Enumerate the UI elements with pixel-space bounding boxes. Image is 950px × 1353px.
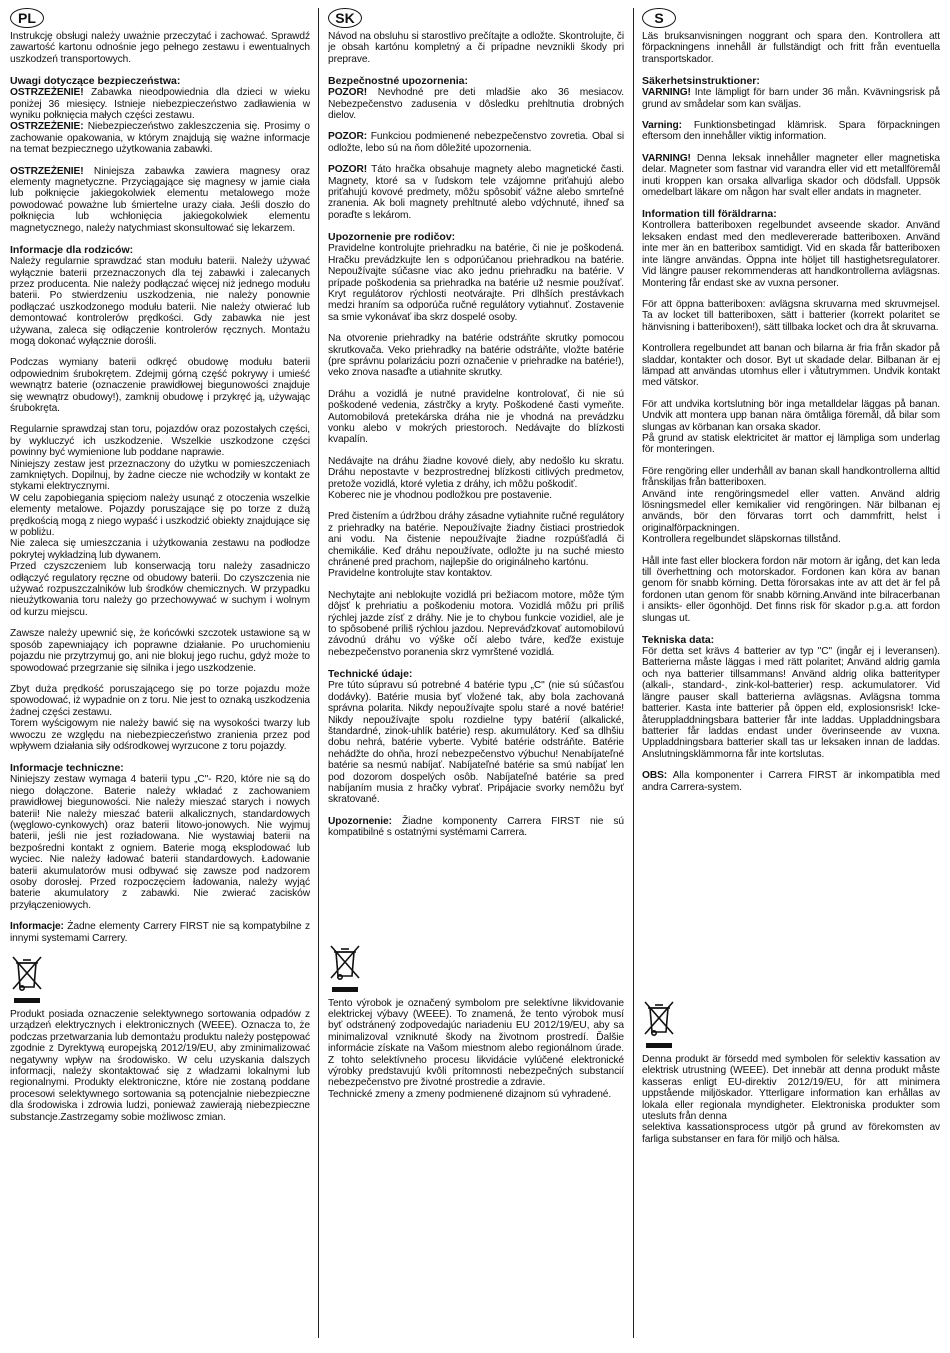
paragraph: Pred čistením a údržbou dráhy zásadne vytiahnite ručné regulátory z priehradky na batérie. Nepoužívajte žiadny čistiaci prostriedok ani vodu. Na čistenie nepoužívajte žiadne rozpúšťadlá či chemikálie. Keď dráhu nepoužívate, odložte ju na suché miesto chránené pred prachom, najlepšie do originálneho kartónu. Pravidelne kontrolujte stav kontaktov. bbox=[328, 511, 624, 580]
technical-paragraph: För detta set krävs 4 batterier av typ "C" (ingår ej i leveransen). Batterierna måste läggas i med rätt polaritet; Använd aldrig gamla och nya batterier tillsammans! Använd aldrig olika batterityper (alkali-, standard-, zink-kol-batterier) resp. ackumulatorer. Vid längre pauser skall batterierna avlägsnas. Avlägsna tomma batterier. Kasta inte batterier på öppen eld, explosionsrisk! Icke-återuppladdningsbara batterier får inte laddas. Uppladdningsbara batterier får laddas endast under överinseende av vuxna. Uppladdningsbara batterier skall tas ur leksaken innan de laddas. Anslutningsklämmorna får inte kortslutas. bbox=[642, 646, 940, 760]
warning-pinch: POZOR: Funkciou podmienené nebezpečenstvo zovretia. Obal si odložte, lebo sú na ňom dôležité upozornenia. bbox=[328, 131, 624, 154]
warning-magnets: OSTRZEŻENIE! Niniejsza zabawka zawiera magnesy oraz elementy magnetyczne. Przyciągające się magnesy w jamie ciała lub połknięcie jakiegokolwiek elementu metalowego może powodować poważne lub śmiertelne urazy ciała. Jeśli doszło do połknięcia lub wchłonięcia jakiegokolwiek elementu magnetycznego, należy natychmiast skonsultować się lekarzem. bbox=[10, 165, 310, 234]
paragraph: För att öppna batteriboxen: avlägsna skruvarna med skruvmejsel. Ta av locket till batteriboxen, sätt i batterier (korrekt polaritet se hänvisning i batteriboxen!), sätt tillbaka locket och dra åt skruvarna. bbox=[642, 298, 940, 333]
safety-heading: Bezpečnostné upozornenia: bbox=[328, 75, 469, 88]
note-label: OBS: bbox=[642, 770, 668, 782]
intro-text: Návod na obsluhu si starostlivo prečítajte a odložte. Skontrolujte, či je obsah kartónu kompletný a či prípadne nevznikli škody pri preprave. bbox=[328, 31, 624, 65]
compatibility-note: OBS: Alla komponenter i Carrera FIRST är inkompatibla med andra Carrera-system. bbox=[642, 770, 940, 793]
weee-bin-icon bbox=[328, 943, 368, 983]
technical-paragraph: Niniejszy zestaw wymaga 4 baterii typu „C"- R20, które nie są do niego dołączone. Baterie należy wkładać z zachowaniem prawidłowej biegunowości. Nie należy mieszać starych i nowych baterii! Nie należy mieszać baterii alkalicznych, standardowych (węglowo-cynkowych) oraz baterii litowo-jonowych. Nie wyjmuj baterii, jeśli nie jest rozładowana. Nie wystawiaj baterii na bezpośredni kontakt z ogniem. Baterie mogą eksplodować lub wyciec. Nie należy ładować baterii standardowych. Ładowanie baterii akumulatorów musi odbywać się zawsze pod nadzorem osoby dorosłej. Przed rozpoczęciem ładowania, należy wyjąć baterie akumulatory z zabawki. Nie zwierać zacisków przyłączeniowych. bbox=[10, 774, 310, 911]
warning-label: POZOR! bbox=[328, 87, 368, 99]
warning-label: VARNING! bbox=[642, 152, 691, 164]
paragraph: Före rengöring eller underhåll av banan skall handkontrollerna alltid frånskiljas från batteriboxen. Använd inte rengöringsmedel eller vatten. Använd aldrig lösningsmedel eller kemikalier vid rengöringen. När bilbanan ej används, bör den förvaras torrt och dammfritt, helst i originalförpackningen. Kontrollera regelbundet släpskornas tillstånd. bbox=[642, 465, 940, 546]
parents-heading: Information till föräldrarna: bbox=[642, 208, 777, 221]
column-sk bbox=[328, 8, 624, 1348]
safety-heading: Uwagi dotyczące bezpieczeństwa: bbox=[10, 75, 181, 88]
warning-pinch: OSTRZEŻENIE: Niebezpieczeństwo zakleszczenia się. Prosimy o zachowanie opakowania, w którym znajdują się ważne informacje na temat bezpiecznego użytkowania zabawki. bbox=[10, 121, 310, 156]
paragraph: Nedávajte na dráhu žiadne kovové diely, aby nedošlo ku skratu. Dráhu nepostavte v bezprostrednej blízkosti citlivých predmetov, pretože vozidlá, ktoré vyletia z dráhy, ich môžu poškodiť. Koberec nie je vhodnou podložkou pre postavenie. bbox=[328, 455, 624, 501]
warning-choking: OSTRZEŻENIE! Zabawka nieodpowiednia dla dzieci w wieku poniżej 36 miesięcy. Istnieje niebezpieczeństwo zadławienia w wyniku połknięcia małych części zestawu. bbox=[10, 87, 310, 122]
warning-choking: VARNING! Inte lämpligt för barn under 36 mån. Kvävningsrisk på grund av smådelar som kan sväljas. bbox=[642, 87, 940, 110]
warning-choking: POZOR! Nevhodné pre deti mladšie ako 36 mesiacov. Nebezpečenstvo zadusenia v dôsledku prehltnutia drobných dielov. bbox=[328, 87, 624, 122]
column-s bbox=[642, 8, 940, 1348]
column-divider bbox=[633, 8, 634, 1338]
weee-bin-icon bbox=[642, 999, 682, 1039]
language-badge: PL bbox=[10, 8, 44, 28]
intro-text: Instrukcję obsługi należy uważnie przeczytać i zachować. Sprawdź zawartość kartonu odnośnie jego pełnego zestawu i ewentualnych uszkodzeń transportowych. bbox=[10, 31, 310, 65]
paragraph: Zawsze należy upewnić się, że końcówki szczotek ustawione są w sposób zapewniający ich poprawne działanie. Po uruchomieniu pojazdu nie przytrzymuj go, ani nie blokuj jego ruchu, gdyż może to spowodować przegrzanie się silnika i jego uszkodzenie. bbox=[10, 628, 310, 674]
warning-label: POZOR: bbox=[328, 131, 368, 143]
technical-heading: Technické údaje: bbox=[328, 668, 413, 681]
compatibility-note: Upozornenie: Žiadne komponenty Carrera FIRST nie sú kompatibilné s ostatnými systémami Carrera. bbox=[328, 815, 624, 839]
warning-label: OSTRZEŻENIE! bbox=[10, 87, 84, 99]
parents-heading: Informacje dla rodziców: bbox=[10, 244, 134, 257]
technical-heading: Informacje techniczne: bbox=[10, 762, 124, 775]
weee-paragraph: Denna produkt är försedd med symbolen för selektiv kassation av elektrisk utrustning (WEEE). Det innebär att denna produkt måste kasseras enligt EU-direktiv 2012/19/EU, för att minimera uppstående miljöskador. Ytterligare information kan erhållas av lokala eller regionala myndigheter. Elektroniska produkter som utesluts från denna selektiva kassationsprocess utgör på grund av förekomsten av farliga substanser en fara för miljö och hälsa. bbox=[642, 1053, 940, 1145]
technical-heading: Tekniska data: bbox=[642, 634, 715, 647]
warning-magnets: POZOR! Táto hračka obsahuje magnety alebo magnetické časti. Magnety, ktoré sa v ľudskom tele vzájomne priťahujú alebo priťahujú kovové predmety, môžu spôsobiť vážne alebo smrteľné zranenia. Ak boli magnety prehltnuté alebo vdýchnuté, ihneď sa poraďte s lekárom. bbox=[328, 164, 624, 221]
paragraph: Kontrollera regelbundet att banan och bilarna är fria från skador på sladdar, kontakter och dosor. Byt ut skadade delar. Bilbanan är ej lämpad att användas utomhus eller i våtutrymmen. Undvik kontakt med vätskor. bbox=[642, 343, 940, 389]
safety-heading: Säkerhetsinstruktioner: bbox=[642, 75, 760, 88]
warning-pinch: Varning: Funktionsbetingad klämrisk. Spara förpackningen eftersom den innehåller viktig information. bbox=[642, 120, 940, 143]
weee-bar bbox=[332, 987, 358, 992]
note-label: Informacje: bbox=[10, 921, 64, 933]
paragraph: Regularnie sprawdzaj stan toru, pojazdów oraz pozostałych części, by wykluczyć ich uszkodzenie. Wszelkie uszkodzone części powinny być wymienione lub poddane naprawie. Niniejszy zestaw jest przeznaczony do użytku w pomieszczeniach zamkniętych. Dopilnuj, by żadne ciecze nie wchodziły w kontakt ze stykami elektrycznymi. W celu zapobiegania spięciom należy usunąć z otoczenia wszelkie elementy metalowe. Pojazdy poruszające się po torze z dużą prędkością mogą z niego wypaść i uszkodzić obiekty znajdujące się w pobliżu. Nie zaleca się umieszczania i użytkowania zestawu na podłodze pokrytej wykładziną lub dywanem. Przed czyszczeniem lub konserwacją toru należy zasadniczo odłączyć regulatory ręczne od obudowy baterii. Do czyszczenia nie używać rozpuszczalników lub środków chemicznych. W przypadku nieużytkowania toru należy go przechowywać w suchym i wolnym od kurzu miejscu. bbox=[10, 424, 310, 618]
weee-paragraph: Tento výrobok je označený symbolom pre selektívne likvidovanie elektrickej výbavy (WEEE). To znamená, že tento výrobok musí byť odstránený zodpovedajúc nariadeniu EU 2012/19/EU, aby sa minimalizoval vzniknuté škody na životnom prostredí. Ďalšie informácie získate na Vašom miestnom alebo regionálnom úrade. Z tohto selektívneho procesu likvidácie vylúčené elektronické výrobky predstavujú kvôli prítomnosti nebezpečných substancií nebezpečenstvo pre životné prostredie a zdravie. Technické zmeny a zmeny podmienené dizajnom sú vyhradené. bbox=[328, 997, 624, 1100]
language-badge: S bbox=[642, 8, 676, 28]
paragraph: Håll inte fast eller blockera fordon när motorn är igång, det kan leda till överhettning och motorskador. Fordonen kan köra av banan genom för snabb körning. Detta förorsakas inte av att det är fel på fordonen utan genom för snabb körning.Använd inte bilracerbanan i ansikts- eller ögonhöjd. Det finns risk för skador p.g.a. att fordon slungas ut. bbox=[642, 555, 940, 624]
column-divider bbox=[318, 8, 319, 1338]
compatibility-note: Informacje: Żadne elementy Carrery FIRST nie są kompatybilne z innymi systemami Carrery. bbox=[10, 921, 310, 944]
weee-bar bbox=[646, 1043, 672, 1048]
language-badge: SK bbox=[328, 8, 362, 28]
warning-label: Varning: bbox=[642, 120, 682, 132]
note-label: Upozornenie: bbox=[328, 815, 392, 827]
weee-bin-icon bbox=[10, 954, 50, 994]
paragraph: Na otvorenie priehradky na batérie odstráňte skrutky pomocou skrutkovača. Veko priehradky na batérie odstráňte, vložte batérie (pre správnu polarizáciu pozri označenie v priehradke na batérie!), veko znova nasaďte a utiahnite skrutky. bbox=[328, 333, 624, 379]
paragraph: Nechytajte ani neblokujte vozidlá pri bežiacom motore, môže tým dôjsť k prehriatiu a poškodeniu motora. Vozidlá môžu pri príliš rýchlej jazde zísť z dráhy. Nie je to chybou funkcie vozidiel, ale je to spôsobené príliš rýchlou jazdou. Nepreváďzkovať automobilovú závodnú dráhu vo výške očí alebo tváre, keďže existuje nebezpečenstvo poranenia skrz vymrštené vozidlá. bbox=[328, 589, 624, 658]
parents-paragraph: Należy regularnie sprawdzać stan modułu baterii. Należy używać wyłącznie baterii przeznaczonych dla tej zabawki i zalecanych przez producenta. Nie należy podłączać więcej niż jednego modułu baterii. Po stwierdzeniu uszkodzenia, nie należy ponownie podłączać uszkodzonego modułu baterii. Nie należy otwierać lub demontować kontrolerów prędkości. Gdy zabawka nie jest używana, zaleca się odłączenie kontrolerów ręcznych. Montażu mogą dokonać wyłącznie dorośli. bbox=[10, 256, 310, 347]
paragraph: Podczas wymiany baterii odkręć obudowę modułu baterii odpowiednim śrubokrętem. Zdejmij górną część pokrywy i umieść wewnątrz baterie (oznaczenie prawidłowej biegunowości znajduje się wewnątrz obudowy!), zamknij obudowę i przykręć ją, używając śrubokręta. bbox=[10, 357, 310, 414]
warning-label: OSTRZEŻENIE! bbox=[10, 165, 84, 177]
paragraph: För att undvika kortslutning bör inga metalldelar läggas på banan. Undvik att montera upp banan nära ömtåliga föremål, då bilar som slungas av körbanan kan orsaka skador. På grund av statisk elektricitet är mattor ej lämpliga som underlag för monteringen. bbox=[642, 398, 940, 456]
parents-heading: Upozornenie pre rodičov: bbox=[328, 231, 456, 244]
paragraph: Zbyt duża prędkość poruszającego się po torze pojazdu może spowodować, iż wypadnie on z toru. Nie jest to oznaką uszkodzenia żadnej części zestawu. Torem wyścigowym nie należy bawić się na wysokości twarzy lub wwoczu ze względu na niebezpieczeństwo zranienia przez pod wpływem działania siły odśrodkowej wyrzucone z toru pojazdy. bbox=[10, 683, 310, 752]
weee-bar bbox=[14, 998, 40, 1003]
parents-paragraph: Kontrollera batteriboxen regelbundet avseende skador. Använd leksaken endast med den medlevererade batteriboxen. Använd inte mer än en batteribox samtidigt. Vid en skada får batteriboxen inte längre användas. Öppna inte höljet till hastighetsregulatorer. Vid längre pauser rekommenderas att handkontrollerna avlägsnas. Montering får endast ske av vuxna personer. bbox=[642, 220, 940, 289]
warning-magnets: VARNING! Denna leksak innehåller magneter eller magnetiska delar. Magneter som fastnar vid varandra eller vid ett metallföremål inuti kroppen kan orsaka allvarliga skador och dödsfall. Uppsök omedelbart läkare om någon har svalt eller andats in magneter. bbox=[642, 152, 940, 199]
weee-paragraph: Produkt posiada oznaczenie selektywnego sortowania odpadów z urządzeń elektrycznych i elektronicznych (WEEE). Oznacza to, że podczas przetwarzania lub demontażu produktu należy postępować zgodnie z Dyrektywą europejską 2012/19/EU, aby zminimalizować negatywny wpływ na środowisko. W celu uzyskania dalszych informacji, należy skontaktować się z władzami lokalnymi lub regionalnymi. Produkty elektroniczne, które nie zostaną poddane procesowi selektywnego sortowania są potencjalnie niebezpieczne dla środowiska i zdrowia ludzi, ponieważ zawierają niebezpieczne substancje.Zastrzegamy sobie możliwosc zmian. bbox=[10, 1009, 310, 1123]
column-pl bbox=[10, 8, 310, 1348]
technical-paragraph: Pre túto súpravu sú potrebné 4 batérie typu „C" (nie sú súčasťou dodávky). Batérie musia byť vložené tak, aby bola zachovaná správna polarita. Nikdy nepoužívajte spolu staré a nové batérie! Nikdy nepoužívajte spolu rozdielne typy batérií (alkalické, štandardné, zinok-uhlík batérie) resp. akumulátory. Keď sa dlhšiu dobu nehrá, batérie vyberte. Vybité batérie odstráňte. Batérie nehádžte do ohňa, hrozí nebezpečenstvo výbuchu! Nenabíjateľné batérie sa nesmú nabíjať. Nabíjateľné batérie sa smú nabíjať len pod dozorom dospelých osôb. Nabíjateľné batérie sa pred nabíjaním musia z hračky vybrať. Pripájacie svorky nemôžu byť skratované. bbox=[328, 680, 624, 806]
parents-paragraph: Pravidelne kontrolujte priehradku na batérie, či nie je poškodená. Hračku prevádzkujte len s odporúčanou priehradkou na batérie. Nepoužívajte súčasne viac ako jednu priehradku na batérie. V prípade poškodenia sa priehradka na batérie už nesmie používať. Kryt regulátorov rýchlosti neotvárajte. Pri dlhších prestávkach medzi hraním sa odporúča ručné regulátory vytiahnuť. Zostavenie sa smie vykonávať iba skrz dospelé osoby. bbox=[328, 243, 624, 323]
warning-label: POZOR! bbox=[328, 164, 368, 176]
warning-label: VARNING! bbox=[642, 87, 691, 99]
warning-label: OSTRZEŻENIE: bbox=[10, 121, 84, 133]
paragraph: Dráhu a vozidlá je nutné pravidelne kontrolovať, či nie sú poškodené vedenia, zástrčky a kryty. Poškodené časti vymeňte. Automobilová pretekárska dráha nie je vhodná na prevádzku vonku alebo v mokrých priestoroch. Nedávajte do blízkosti kvapalín. bbox=[328, 388, 624, 446]
intro-text: Läs bruksanvisningen noggrant och spara den. Kontrollera att förpackningens innehåll är fullständigt och fritt från eventuella transportskador. bbox=[642, 31, 940, 65]
